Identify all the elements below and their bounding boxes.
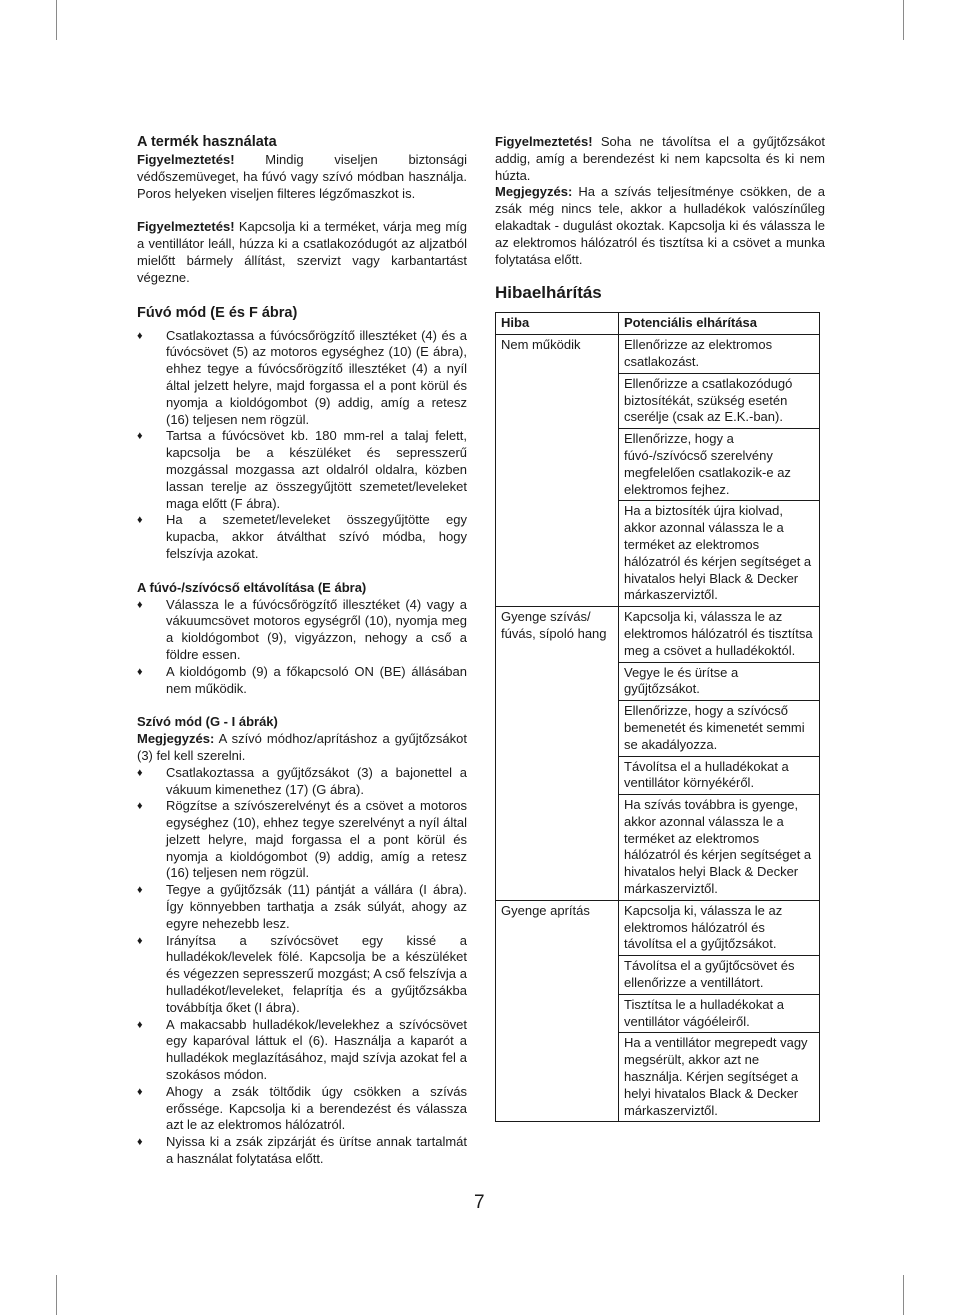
list-item: ♦ Rögzítse a szívószerelvényt és a csövet a motoros egységhez (10), ehhez tegye szerelvényt a nyíl által jelzett helyre, majd forgassa el a pont körül és nyomja a kioldógombot (9) addig, amíg a retesz (16) teljesen nem rögzül.: [137, 798, 467, 882]
warning-paragraph-1: [137, 152, 467, 202]
note-text: A szívó módhoz/aprításhoz a gyűjtőzsákot (3) fel kell szerelni.: [137, 731, 467, 763]
list-item: ♦ Ahogy a zsák töltődik úgy csökken a szívás erőssége. Kapcsolja ki a berendezést és válassza azt le az elektromos hálózatról.: [137, 1084, 467, 1134]
table-header-row: [496, 313, 820, 335]
remedy-cell: Ellenőrizze a csatlakozódugó biztosítékát, szükség esetén cserélje (csak az E.K.-ban).: [619, 373, 820, 428]
warning-label: Figyelmeztetés!: [495, 134, 593, 149]
blow-mode-heading: Fúvó mód (E és F ábra): [137, 304, 298, 321]
note-label: Megjegyzés:: [495, 184, 573, 200]
remedy-cell: Ellenőrizze az elektromos csatlakozást.: [619, 335, 820, 374]
table-row: [496, 501, 820, 607]
remedy-cell: Ha szívás továbbra is gyenge, akkor azonnal válassza le a terméket az elektromos hálózatról és kérjen segítséget a hivatalos helyi Black & Decker márkaszerviztől.: [619, 795, 820, 901]
table-row: [496, 1033, 820, 1122]
right-column: [495, 134, 825, 1122]
list-item: ♦ Tegye a gyűjtőzsák (11) pántját a vállára (I ábra). Így könnyebben tarthatja a zsák súlyát, ahogy az egyre nehezebb lesz.: [137, 882, 467, 932]
troubleshooting-heading: Hibaelhárítás: [495, 283, 602, 303]
section-title: A termék használata: [137, 134, 277, 150]
remedy-cell: Ellenőrizze, hogy a fúvó-/szívócső szerelvény megfelelően csatlakozik-e az elektromos fejhez.: [619, 429, 820, 501]
warning-paragraph-2: [137, 219, 467, 286]
warning-label: Figyelmeztetés!: [137, 152, 235, 167]
table-row: [496, 607, 820, 662]
fault-cell: Gyenge aprítás: [496, 900, 619, 955]
crop-mark-bottom-right: [903, 1275, 904, 1315]
table-row: [496, 994, 820, 1033]
remedy-cell: Ha a ventillátor megrepedt vagy megsérült, akkor azt ne használja. Kérjen segítséget a helyi hivatalos Black & Decker márkaszerviztől.: [619, 1033, 820, 1122]
table-row: [496, 373, 820, 428]
table-row: [496, 956, 820, 995]
warning-text: Mindig viseljen biztonsági védőszemüveget, ha fúvó vagy szívó módban használja. Poros helyeken viseljen filteres légzőmaszkot is.: [137, 152, 467, 201]
list-item: ♦ A kioldógomb (9) a főkapcsoló ON (BE) állásában nem működik.: [137, 664, 467, 698]
warning-paragraph-3: [495, 134, 825, 184]
troubleshooting-table: [495, 312, 820, 1122]
note-label: Megjegyzés:: [137, 731, 215, 747]
list-item: ♦ A makacsabb hulladékok/levelekhez a szívócsövet egy kaparóval láttuk el (6). Használja a kaparót a hulladékok meglazításához, majd szívja azokat fel a szokásos módon.: [137, 1017, 467, 1084]
crop-mark-top-left: [56, 0, 57, 40]
remedy-cell: Tisztítsa le a hulladékokat a ventillátor vágóéleiről.: [619, 994, 820, 1033]
warning-text: Kapcsolja ki a terméket, várja meg míg a ventillátor leáll, húzza ki a csatlakozódugót az aljzatból mielőtt bármely állítást, szervizt vagy karbantartást végezne.: [137, 219, 467, 285]
suction-mode-list: [137, 765, 467, 1168]
blow-mode-list: [137, 328, 467, 563]
remedy-cell: Távolítsa el a gyűjtőcsövet és ellenőrizze a ventillátort.: [619, 956, 820, 995]
list-item: ♦ Irányítsa a szívócsövet egy kissé a hulladékok/levelek fölé. Kapcsolja be a készüléket és végezzen sepresszerű mozgást; A cső felszívja a hulladékot/leveleket, felaprítja és a gyűjtőzsákba továbbítja őket (I ábra).: [137, 933, 467, 1017]
remedy-cell: Vegye le és ürítse a gyűjtőzsákot.: [619, 662, 820, 701]
crop-mark-top-right: [903, 0, 904, 40]
crop-mark-bottom-left: [56, 1275, 57, 1315]
list-item: ♦ Csatlakoztassa a gyűjtőzsákot (3) a bajonettel a vákuum kimenethez (17) (G ábra).: [137, 765, 467, 799]
remedy-cell: Kapcsolja ki, válassza le az elektromos hálózatról és tisztítsa meg a csövet a hulladékoktól.: [619, 607, 820, 662]
table-row: [496, 795, 820, 901]
remedy-cell: Ha a biztosíték újra kiolvad, akkor azonnal válassza le a terméket az elektromos hálózatról és kérjen segítséget a hivatalos helyi Black & Decker márkaszerviztől.: [619, 501, 820, 607]
remedy-cell: Távolítsa el a hulladékokat a ventillátor környékéről.: [619, 756, 820, 795]
list-item: ♦ Tartsa a fúvócsövet kb. 180 mm-rel a talaj felett, kapcsolja be a készüléket és sepresszerű mozgással mozgassa azt oldalról oldalra, közben lassan terelje az összegyűjtött szemetet/leveleket maga előtt (F ábra).: [137, 428, 467, 512]
left-column: [137, 134, 467, 1168]
column-header-fault: Hiba: [496, 313, 619, 335]
list-item: ♦ Csatlakoztassa a fúvócsőrögzítő illesztéket (4) és a fúvócsövet (5) az motoros egységhez (10) (E ábra), ehhez tegye a fúvócsőrögzítő illesztéket (4) a nyíl által jelzett helyre, majd forgassa el a pont körül és nyomja a kioldógombot (9) addig, amíg a retesz (16) teljesen nem rögzül.: [137, 328, 467, 429]
note-text: Ha a szívás teljesítménye csökken, de a zsák még nincs tele, akkor a hulladékok valószínűleg elakadtak - dugulást okoztak. Kapcsolja ki és válassza le az elektromos hálózatról és tisztítsa ki a csövet a munka folytatása előtt.: [495, 184, 825, 267]
list-item: ♦ Ha a szemetet/leveleket összegyűjtötte egy kupacba, akkor átválthat szívó módba, hogy felszívja azokat.: [137, 512, 467, 562]
table-row: [496, 662, 820, 701]
list-item: ♦ Nyissa ki a zsák zipzárját és ürítse annak tartalmát a használat folytatása előtt.: [137, 1134, 467, 1168]
table-row: [496, 756, 820, 795]
tube-removal-heading: A fúvó-/szívócső eltávolítása (E ábra): [137, 579, 367, 595]
table-row: [496, 701, 820, 756]
warning-text: Soha ne távolítsa el a gyűjtőzsákot addig, amíg a berendezést ki nem kapcsolta és ki nem húzta.: [495, 134, 825, 183]
tube-removal-list: [137, 597, 467, 698]
table-row: [496, 335, 820, 374]
list-item: ♦ Válassza le a fúvócsőrögzítő illesztéket (4) vagy a vákuumcsövet motoros egységről (10), nyomja meg a kioldógombot (9), vigyázzon, nehogy a cső a földre essen.: [137, 597, 467, 664]
table-row: [496, 900, 820, 955]
warning-label: Figyelmeztetés!: [137, 219, 235, 235]
fault-cell: Gyenge szívás/ fúvás, sípoló hang: [496, 607, 619, 662]
note-paragraph-2: [495, 184, 825, 268]
fault-cell: Nem működik: [496, 335, 619, 374]
table-row: [496, 429, 820, 501]
remedy-cell: Ellenőrizze, hogy a szívócső bemenetét és kimenetét semmi se akadályozza.: [619, 701, 820, 756]
note-paragraph: [137, 731, 467, 765]
remedy-cell: Kapcsolja ki, válassza le az elektromos hálózatról és távolítsa el a gyűjtőzsákot.: [619, 900, 820, 955]
suction-mode-heading: Szívó mód (G - I ábrák): [137, 714, 278, 730]
page-number: 7: [474, 1192, 485, 1213]
column-header-remedy: Potenciális elhárítása: [619, 313, 820, 335]
